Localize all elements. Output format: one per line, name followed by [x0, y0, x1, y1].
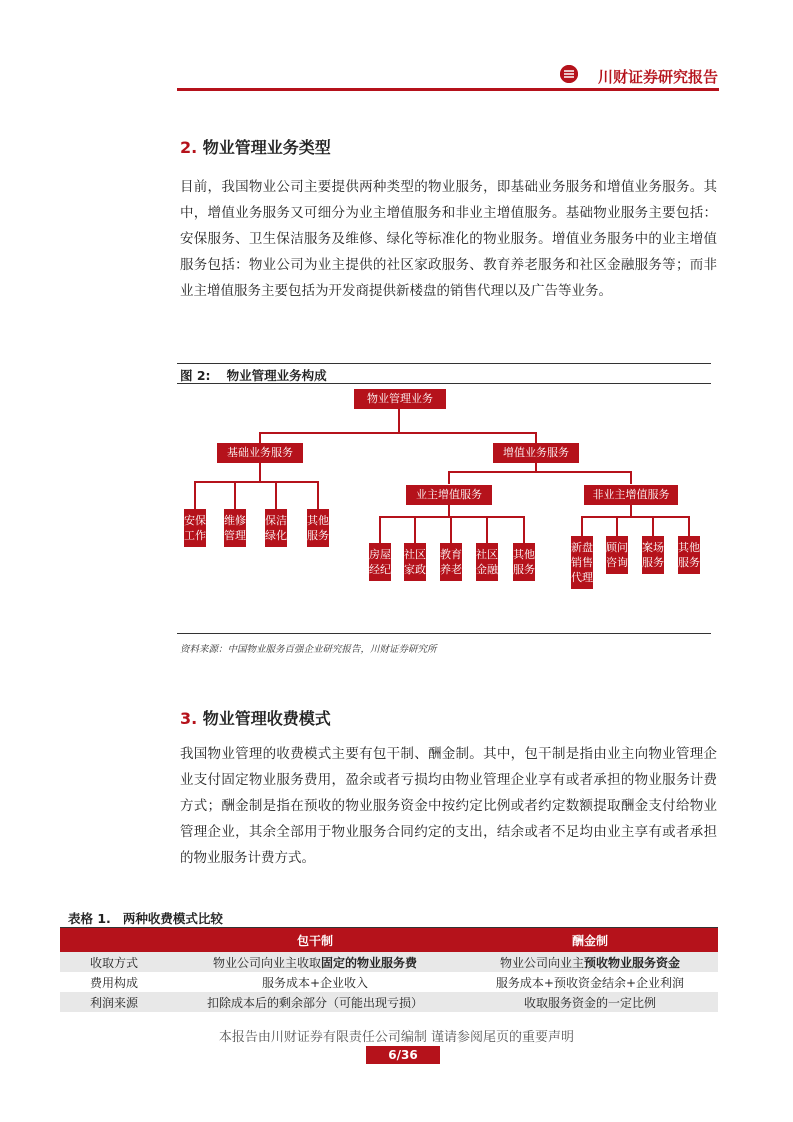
table-header-baogan: 包干制	[168, 928, 462, 952]
section-2-paragraph: 目前，我国物业公司主要提供两种类型的物业服务，即基础业务服务和增值业务服务。其中，增值业务服务又可细分为业主增值服务和非业主增值服务。基础物业服务主要包括：安保服务、卫生保洁服务及维修、绿化等标准化的物业服务。增值业务服务中的业主增值服务包括：物业公司为业主提供的社区家政服务、教育养老服务和社区金融服务等；而非业主增值服务主要包括为开发商提供新楼盘的销售代理以及广告等业务。	[180, 179, 717, 299]
section-3-paragraph: 我国物业管理的收费模式主要有包干制、酬金制。其中，包干制是指由业主向物业管理企业支付固定物业服务费用，盈余或者亏损均由物业管理企业享有或者承担的物业服务计费方式；酬金制是指在预收的物业服务资金中按约定比例或者约定数额提取酬金支付给物业管理企业，其余全部用于物业服务合同约定的支出，结余或者不足均由业主享有或者承担的物业服务计费方式。	[180, 746, 717, 866]
cell-baogan: 物业公司向业主收取固定的物业服务费	[168, 952, 462, 972]
figure-label: 图 2:	[180, 368, 211, 383]
comparison-table	[60, 928, 718, 1012]
row-label: 利润来源	[60, 992, 168, 1012]
table-header-chouijin: 酬金制	[462, 928, 718, 952]
org-non-owner-node: 非业主增值服务	[584, 485, 678, 505]
org-leaf: 其他服务	[678, 536, 700, 574]
cell-chouijin: 服务成本+预收资金结余+企业利润	[495, 975, 685, 990]
section-3-title	[180, 706, 331, 729]
header-company-name: 川财证券研究报告	[597, 68, 718, 86]
org-leaf: 教育养老	[440, 543, 462, 581]
section-3-number: 3.	[180, 709, 198, 728]
figure-caption	[180, 366, 343, 384]
figure-caption-rule	[177, 383, 711, 384]
org-value-added-node: 增值业务服务	[493, 443, 579, 463]
cell-chouijin: 物业公司向业主预收物业服务资金	[462, 952, 718, 972]
page-number: 6/36	[366, 1046, 440, 1064]
org-leaf: 房屋经纪	[369, 543, 391, 581]
org-leaf: 社区家政	[404, 543, 426, 581]
cell-baogan: 服务成本+企业收入	[261, 975, 369, 990]
row-label: 费用构成	[89, 975, 138, 990]
org-leaf: 顾问咨询	[606, 536, 628, 574]
org-leaf: 社区金融	[476, 543, 498, 581]
table-row	[60, 972, 718, 992]
figure-title: 物业管理业务构成	[226, 368, 327, 383]
org-leaf: 案场服务	[642, 536, 664, 574]
header-divider	[177, 88, 719, 91]
section-3-heading: 物业管理收费模式	[202, 709, 331, 728]
section-2-number: 2.	[180, 138, 198, 157]
figure-top-rule	[177, 363, 711, 364]
chuancai-logo-icon	[560, 65, 578, 83]
org-leaf: 其他服务	[307, 509, 329, 547]
section-2-heading: 物业管理业务类型	[202, 138, 331, 157]
table-title: 两种收费模式比较	[122, 911, 223, 926]
org-leaf: 保洁绿化	[265, 509, 287, 547]
table-caption	[68, 909, 235, 927]
cell-chouijin: 收取服务资金的一定比例	[462, 992, 718, 1012]
table-label: 表格 1.	[68, 911, 111, 926]
table-header-row	[60, 928, 718, 952]
table-row	[60, 992, 718, 1012]
footer-disclaimer: 本报告由川财证券有限责任公司编制 谨请参阅尾页的重要声明	[218, 1030, 575, 1045]
figure-source: 资料来源：中国物业服务百强企业研究报告，川财证券研究所	[180, 644, 437, 655]
cell-baogan: 扣除成本后的剩余部分（可能出现亏损）	[168, 992, 462, 1012]
section-2-title	[180, 135, 331, 158]
figure-bottom-rule	[177, 633, 711, 634]
table-row	[60, 952, 718, 972]
org-leaf: 新盘销售代理	[571, 536, 593, 589]
org-owner-node: 业主增值服务	[406, 485, 492, 505]
org-leaf: 维修管理	[224, 509, 246, 547]
table-header-empty	[60, 928, 168, 952]
org-basic-node: 基础业务服务	[217, 443, 303, 463]
org-leaf: 安保工作	[184, 509, 206, 547]
row-label: 收取方式	[60, 952, 168, 972]
org-root-node: 物业管理业务	[354, 389, 446, 409]
org-leaf: 其他服务	[513, 543, 535, 581]
